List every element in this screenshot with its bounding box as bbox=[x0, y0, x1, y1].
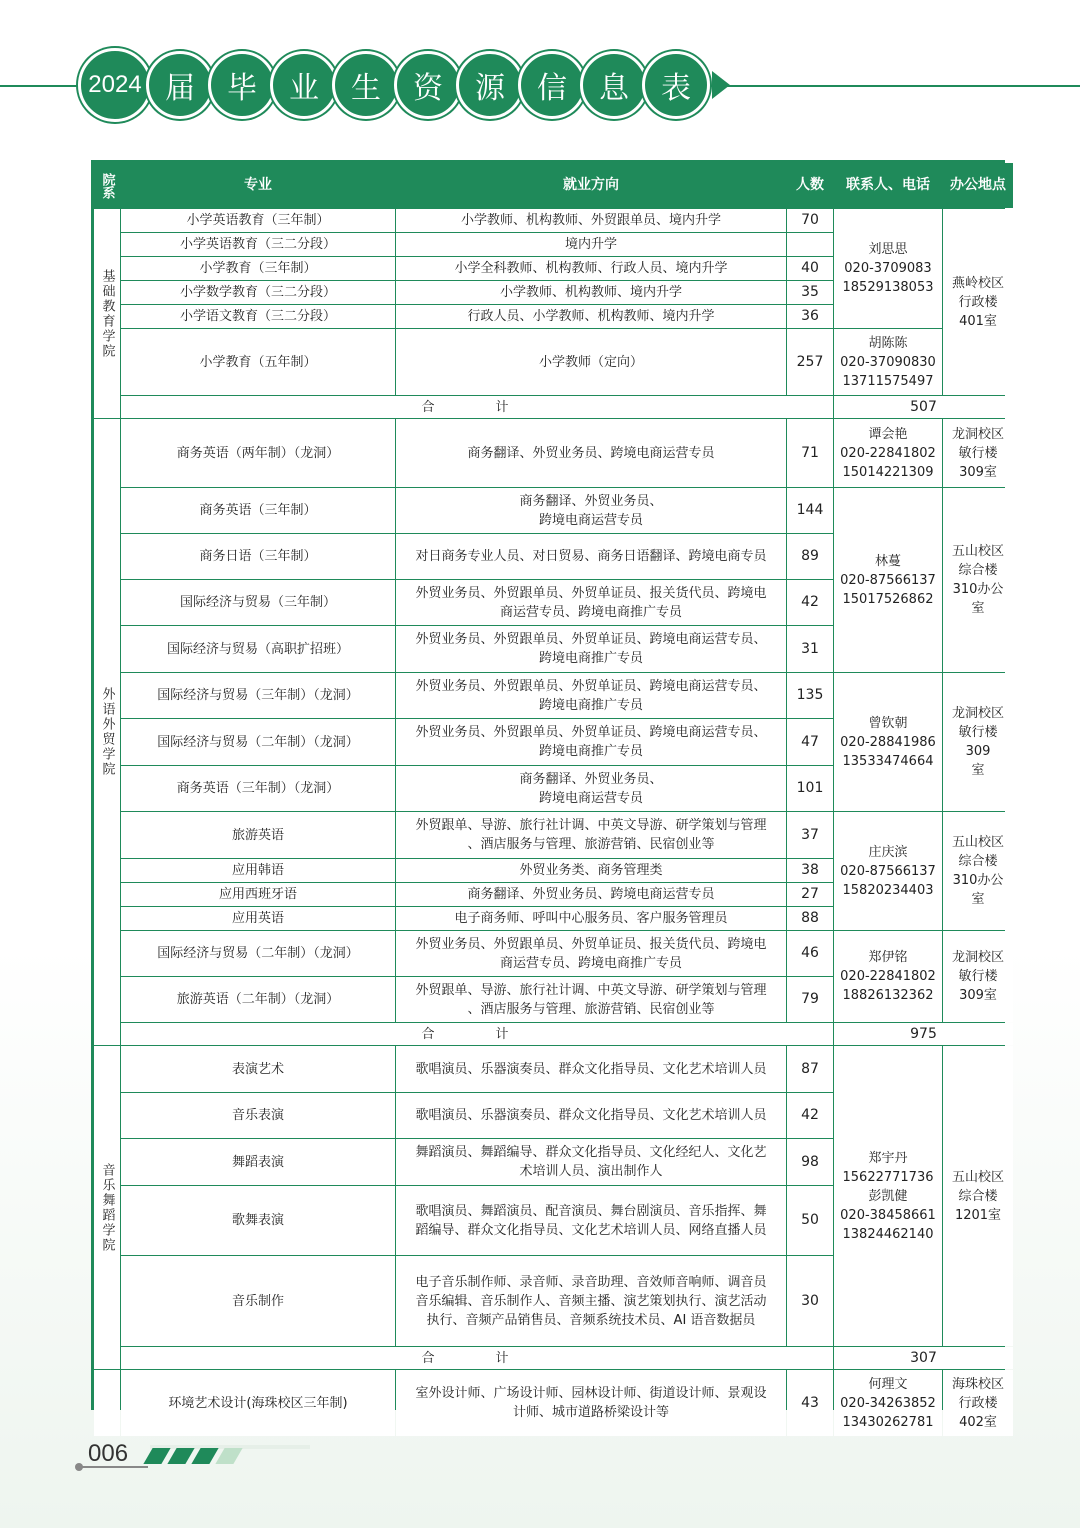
count-cell: 27 bbox=[787, 883, 833, 906]
count-cell: 36 bbox=[787, 305, 833, 328]
major-cell: 商务英语（三年制） bbox=[121, 488, 395, 533]
total-value: 307 bbox=[834, 1347, 1013, 1369]
title-char: 资 bbox=[394, 51, 462, 119]
header-count: 人数 bbox=[787, 163, 833, 208]
count-cell: 47 bbox=[787, 719, 833, 765]
major-cell: 表演艺术 bbox=[121, 1046, 395, 1092]
major-cell: 国际经济与贸易（二年制）（龙洞） bbox=[121, 719, 395, 765]
count-cell: 135 bbox=[787, 673, 833, 718]
direction-cell: 电子商务师、呼叫中心服务员、客户服务管理员 bbox=[396, 907, 786, 930]
contact-cell: 刘思思 020-3709083 18529138053 bbox=[834, 209, 942, 328]
major-cell: 应用西班牙语 bbox=[121, 883, 395, 906]
page-number: 006 bbox=[88, 1440, 129, 1467]
direction-cell: 舞蹈演员、舞蹈编导、群众文化指导员、文化经纪人、文化艺 术培训人员、演出制作人 bbox=[396, 1139, 786, 1185]
direction-cell: 外贸业务员、外贸跟单员、外贸单证员、跨境电商运营专员、 跨境电商推广专员 bbox=[396, 626, 786, 672]
count-cell: 31 bbox=[787, 626, 833, 672]
count-cell: 43 bbox=[787, 1370, 833, 1436]
count-cell: 35 bbox=[787, 281, 833, 304]
major-cell: 商务英语（三年制）（龙洞） bbox=[121, 766, 395, 811]
stripe-icon bbox=[215, 1448, 242, 1464]
count-cell: 98 bbox=[787, 1139, 833, 1185]
stripe-icon bbox=[143, 1448, 170, 1464]
major-cell: 小学语文教育（三二分段） bbox=[121, 305, 395, 328]
direction-cell: 外贸业务员、外贸跟单员、外贸单证员、报关货代员、跨境电 商运营专员、跨境电商推广专员 bbox=[396, 580, 786, 625]
title-char: 届 bbox=[146, 51, 214, 119]
stripe-icon bbox=[191, 1448, 218, 1464]
total-value: 975 bbox=[834, 1023, 1013, 1045]
contact-cell: 林蔓 020-87566137 15017526862 bbox=[834, 488, 942, 672]
title-arrow-icon bbox=[712, 71, 730, 99]
dept-name bbox=[94, 1370, 120, 1436]
office-cell: 龙洞校区 敏行楼309 室 bbox=[943, 673, 1013, 811]
office-cell: 五山校区 综合楼 310办公室 bbox=[943, 488, 1013, 672]
direction-cell: 电子音乐制作师、录音师、录音助理、音效师音响师、调音员 音乐编辑、音乐制作人、音频主播、演艺策划执行、演艺活动 执行、音频产品销售员、音频系统技术员、AI 语音数据员 bbox=[396, 1256, 786, 1346]
contact-cell: 郑伊铭 020-22841802 18826132362 bbox=[834, 931, 942, 1022]
direction-cell: 外贸业务类、商务管理类 bbox=[396, 859, 786, 882]
direction-cell: 行政人员、小学教师、机构教师、境内升学 bbox=[396, 305, 786, 328]
major-cell: 歌舞表演 bbox=[121, 1186, 395, 1255]
contact-cell: 曾钦朝 020-28841986 13533474664 bbox=[834, 673, 942, 811]
header-contact: 联系人、电话 bbox=[834, 163, 942, 208]
major-cell: 应用韩语 bbox=[121, 859, 395, 882]
major-cell: 商务日语（三年制） bbox=[121, 534, 395, 579]
direction-cell: 歌唱演员、乐器演奏员、群众文化指导员、文化艺术培训人员 bbox=[396, 1093, 786, 1138]
contact-cell: 郑宇丹 15622771736 彭凯健 020-38458661 13824462140 bbox=[834, 1046, 942, 1346]
major-cell: 小学英语教育（三二分段） bbox=[121, 233, 395, 256]
direction-cell: 外贸业务员、外贸跟单员、外贸单证员、跨境电商运营专员、 跨境电商推广专员 bbox=[396, 673, 786, 718]
total-value: 507 bbox=[834, 396, 1013, 418]
direction-cell: 对日商务专业人员、对日贸易、商务日语翻译、跨境电商专员 bbox=[396, 534, 786, 579]
header-dept: 院系 bbox=[94, 163, 120, 208]
major-cell: 应用英语 bbox=[121, 907, 395, 930]
count-cell: 257 bbox=[787, 329, 833, 395]
direction-cell: 商务翻译、外贸业务员、跨境电商运营专员 bbox=[396, 419, 786, 487]
major-cell: 小学英语教育（三年制） bbox=[121, 209, 395, 232]
office-cell: 燕岭校区 行政楼 401室 bbox=[943, 209, 1013, 395]
count-cell: 37 bbox=[787, 812, 833, 858]
dept-name: 外语外贸学院 bbox=[94, 419, 120, 1045]
direction-cell: 歌唱演员、舞蹈演员、配音演员、舞台剧演员、音乐指挥、舞 蹈编导、群众文化指导员、文化艺术培训人员、网络直播人员 bbox=[396, 1186, 786, 1255]
title-char: 生 bbox=[332, 51, 400, 119]
office-cell: 龙洞校区 敏行楼 309室 bbox=[943, 419, 1013, 487]
major-cell: 国际经济与贸易（三年制）（龙洞） bbox=[121, 673, 395, 718]
major-cell: 旅游英语 bbox=[121, 812, 395, 858]
count-cell: 71 bbox=[787, 419, 833, 487]
office-cell: 五山校区 综合楼 310办公室 bbox=[943, 812, 1013, 930]
count-cell: 79 bbox=[787, 977, 833, 1022]
direction-cell: 商务翻译、外贸业务员、 跨境电商运营专员 bbox=[396, 488, 786, 533]
direction-cell: 小学全科教师、机构教师、行政人员、境内升学 bbox=[396, 257, 786, 280]
direction-cell: 外贸业务员、外贸跟单员、外贸单证员、跨境电商运营专员、 跨境电商推广专员 bbox=[396, 719, 786, 765]
title-char: 信 bbox=[518, 51, 586, 119]
major-cell: 环境艺术设计(海珠校区三年制) bbox=[121, 1370, 395, 1436]
header-direction: 就业方向 bbox=[396, 163, 786, 208]
major-cell: 小学数学教育（三二分段） bbox=[121, 281, 395, 304]
major-cell: 国际经济与贸易（高职扩招班） bbox=[121, 626, 395, 672]
total-label: 合 计 bbox=[121, 396, 833, 418]
count-cell: 144 bbox=[787, 488, 833, 533]
count-cell: 46 bbox=[787, 931, 833, 976]
title-char: 毕 bbox=[208, 51, 276, 119]
direction-cell: 小学教师（定向） bbox=[396, 329, 786, 395]
direction-cell: 商务翻译、外贸业务员、 跨境电商运营专员 bbox=[396, 766, 786, 811]
header-major: 专业 bbox=[121, 163, 395, 208]
direction-cell: 外贸业务员、外贸跟单员、外贸单证员、报关货代员、跨境电 商运营专员、跨境电商推广专员 bbox=[396, 931, 786, 976]
stripe-icon bbox=[167, 1448, 194, 1464]
title-char: 息 bbox=[580, 51, 648, 119]
count-cell: 87 bbox=[787, 1046, 833, 1092]
count-cell bbox=[787, 233, 833, 256]
title-char: 源 bbox=[456, 51, 524, 119]
count-cell: 89 bbox=[787, 534, 833, 579]
dept-name: 音乐舞蹈学院 bbox=[94, 1046, 120, 1369]
major-cell: 国际经济与贸易（三年制） bbox=[121, 580, 395, 625]
count-cell: 70 bbox=[787, 209, 833, 232]
major-cell: 舞蹈表演 bbox=[121, 1139, 395, 1185]
major-cell: 旅游英语（二年制）（龙洞） bbox=[121, 977, 395, 1022]
office-cell: 海珠校区 行政楼 402室 bbox=[943, 1370, 1013, 1436]
graduates-table bbox=[91, 160, 1006, 1430]
title-char: 业 bbox=[270, 51, 338, 119]
major-cell: 小学教育（三年制） bbox=[121, 257, 395, 280]
header-office: 办公地点 bbox=[943, 163, 1013, 208]
contact-cell: 胡陈陈 020-37090830 13711575497 bbox=[834, 329, 942, 395]
total-label: 合 计 bbox=[121, 1347, 833, 1369]
count-cell: 101 bbox=[787, 766, 833, 811]
contact-cell: 庄庆滨 020-87566137 15820234403 bbox=[834, 812, 942, 930]
direction-cell: 室外设计师、广场设计师、园林设计师、街道设计师、景观设 计师、城市道路桥梁设计等 bbox=[396, 1370, 786, 1436]
count-cell: 38 bbox=[787, 859, 833, 882]
contact-cell: 何理文 020-34263852 13430262781 bbox=[834, 1370, 942, 1436]
office-cell: 龙洞校区 敏行楼 309室 bbox=[943, 931, 1013, 1022]
direction-cell: 外贸跟单、导游、旅行社计调、中英文导游、研学策划与管理 、酒店服务与管理、旅游营销、民宿创业等 bbox=[396, 977, 786, 1022]
title-char: 表 bbox=[642, 51, 710, 119]
stripes-decoration-icon bbox=[148, 1448, 244, 1464]
title-year: 2024 bbox=[78, 48, 152, 122]
dept-name: 基础教育学院 bbox=[94, 209, 120, 418]
major-cell: 国际经济与贸易（二年制）（龙洞） bbox=[121, 931, 395, 976]
office-cell: 五山校区 综合楼 1201室 bbox=[943, 1046, 1013, 1346]
count-cell: 42 bbox=[787, 1093, 833, 1138]
count-cell: 50 bbox=[787, 1186, 833, 1255]
direction-cell: 外贸跟单、导游、旅行社计调、中英文导游、研学策划与管理 、酒店服务与管理、旅游营销、民宿创业等 bbox=[396, 812, 786, 858]
count-cell: 42 bbox=[787, 580, 833, 625]
direction-cell: 境内升学 bbox=[396, 233, 786, 256]
major-cell: 小学教育（五年制） bbox=[121, 329, 395, 395]
direction-cell: 小学教师、机构教师、境内升学 bbox=[396, 281, 786, 304]
total-label: 合 计 bbox=[121, 1023, 833, 1045]
count-cell: 88 bbox=[787, 907, 833, 930]
contact-cell: 谭会艳 020-22841802 15014221309 bbox=[834, 419, 942, 487]
major-cell: 音乐制作 bbox=[121, 1256, 395, 1346]
direction-cell: 歌唱演员、乐器演奏员、群众文化指导员、文化艺术培训人员 bbox=[396, 1046, 786, 1092]
page-title bbox=[78, 50, 730, 120]
count-cell: 30 bbox=[787, 1256, 833, 1346]
count-cell: 40 bbox=[787, 257, 833, 280]
direction-cell: 商务翻译、外贸业务员、跨境电商运营专员 bbox=[396, 883, 786, 906]
major-cell: 音乐表演 bbox=[121, 1093, 395, 1138]
major-cell: 商务英语（两年制）（龙洞） bbox=[121, 419, 395, 487]
direction-cell: 小学教师、机构教师、外贸跟单员、境内升学 bbox=[396, 209, 786, 232]
